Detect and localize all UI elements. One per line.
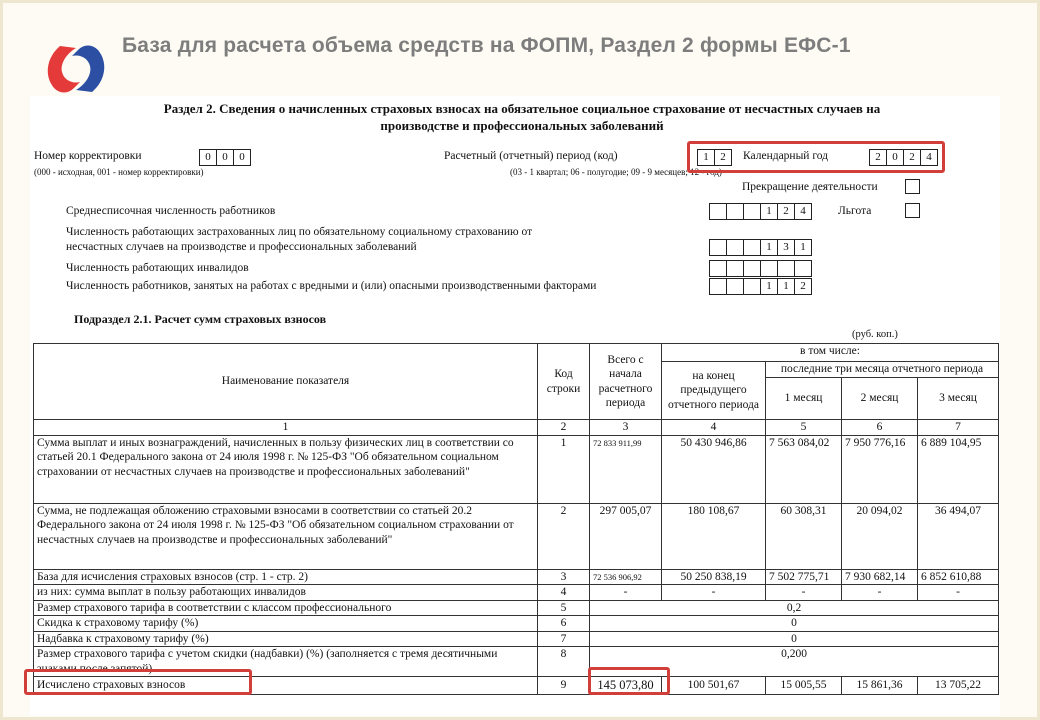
row-m2: 7 930 682,14 [842,569,918,585]
table-row [34,435,999,503]
row-m1: 7 563 084,02 [766,435,842,503]
avg-count-label: Среднесписочная численность работников [66,205,276,217]
row-merged-value: 0,2 [590,600,999,616]
row-code: 4 [538,585,590,601]
digit-box [726,239,744,256]
calculation-table [33,343,999,695]
digit-box: 1 [760,278,778,295]
row-total: 297 005,07 [590,503,662,569]
row-name: Сумма выплат и иных вознаграждений, начисленных в пользу физических лиц в соответствии со статьей 20.1 Федерального закона от 24 июля 1998 г. № 125-ФЗ "Об обязательном социальном страховании от несчастных случаев на производстве и профессиональных заболеваний" [34,435,538,503]
sfr-logo-icon [40,36,112,102]
row-merged-value: 0 [590,631,999,647]
digit-box: 1 [794,239,812,256]
benefit-checkbox [905,203,920,218]
correction-note: (000 - исходная, 001 - номер корректировки) [34,167,204,177]
header-total: Всего с начала расчетного периода [590,344,662,420]
col-num: 3 [590,420,662,436]
termination-label: Прекращение деятельности [742,181,878,193]
row-m2: - [842,585,918,601]
digit-box: 1 [777,278,795,295]
row-prev: 180 108,67 [662,503,766,569]
digit-box: 0 [233,149,251,166]
digit-box [709,278,727,295]
row-m1: - [766,585,842,601]
row-m1: 7 502 775,71 [766,569,842,585]
digit-box: 2 [714,149,732,166]
header-included: в том числе: [662,344,999,362]
col-num: 4 [662,420,766,436]
row-merged-value: 0,200 [590,647,999,677]
table-row [34,631,999,647]
table-row [34,503,999,569]
row-name: Надбавка к страховому тарифу (%) [34,631,538,647]
digit-box [709,203,727,220]
row-prev: 100 501,67 [662,677,766,695]
row-name: Исчислено страховых взносов [34,677,538,695]
period-note: (03 - 1 квартал; 06 - полугодие; 09 - 9 месяцев; 12 - год) [510,167,722,177]
digit-box: 1 [760,203,778,220]
row-m1: 15 005,55 [766,677,842,695]
row-name: Сумма, не подлежащая обложению страховыми взносами в соответствии со статьей 20.2 Федерального закона от 24 июля 1998 г. № 125-ФЗ "Об обязательном социальном страховании от несчастных случаев на производстве и профессиональных заболеваний" [34,503,538,569]
row-code: 2 [538,503,590,569]
row-merged-value: 0 [590,616,999,632]
table-row [34,569,999,585]
row-total: 145 073,80 [590,677,662,695]
row-prev: 50 430 946,86 [662,435,766,503]
slide-title: База для расчета объема средств на ФОПМ, Раздел 2 формы ЕФС-1 [122,34,851,57]
disabled-label: Численность работающих инвалидов [66,262,249,274]
period-highlight [687,141,945,173]
row-name: из них: сумма выплат в пользу работающих инвалидов [34,585,538,601]
row-total: - [590,585,662,601]
digit-box: 2 [794,278,812,295]
digit-box: 0 [199,149,217,166]
row-m2: 20 094,02 [842,503,918,569]
header-code: Код строки [538,344,590,420]
total-value-highlight [588,667,670,695]
col-num: 2 [538,420,590,436]
harmful-label: Численность работников, занятых на работах с вредными и (или) опасными производственными факторами [66,280,597,292]
row-name: База для исчисления страховых взносов (стр. 1 - стр. 2) [34,569,538,585]
col-num: 6 [842,420,918,436]
row-name: Скидка к страховому тарифу (%) [34,616,538,632]
digit-box: 1 [760,239,778,256]
section-title-line-2: производстве и профессиональных заболеваний [380,118,664,133]
digit-box: 4 [794,203,812,220]
digit-box [709,239,727,256]
row-code: 3 [538,569,590,585]
row-m2: 7 950 776,16 [842,435,918,503]
row-prev: 50 250 838,19 [662,569,766,585]
table-row [34,585,999,601]
col-num: 7 [918,420,999,436]
row-m1: 60 308,31 [766,503,842,569]
table-row [34,616,999,632]
insured-label-1: Численность работающих застрахованных лиц по обязательному социальному страхованию от [66,226,533,238]
currency-note: (руб. коп.) [852,329,898,340]
section-title-line-1: Раздел 2. Сведения о начисленных страховых взносах на обязательное социальное страхование от несчастных случаев на [163,101,881,116]
subsection-title: Подраздел 2.1. Расчет сумм страховых взносов [74,312,327,326]
termination-checkbox [905,179,920,194]
row-code: 6 [538,616,590,632]
insured-boxes [710,239,812,256]
digit-box [743,203,761,220]
row-prev: - [662,585,766,601]
header-prev: на конец предыдущего отчетного периода [662,362,766,420]
benefit-label: Льгота [838,205,872,217]
col-num: 5 [766,420,842,436]
header-month-1: 1 месяц [766,378,842,420]
row-m3: 6 889 104,95 [918,435,999,503]
header-month-3: 3 месяц [918,378,999,420]
total-label-highlight [24,669,252,695]
digit-box [726,203,744,220]
digit-box: 0 [886,149,904,166]
header-month-2: 2 месяц [842,378,918,420]
digit-box [794,260,812,277]
avg-count-boxes [710,203,812,220]
header-name: Наименование показателя [34,344,538,420]
section-title [62,100,982,134]
digit-box [743,278,761,295]
harmful-boxes [710,278,812,295]
digit-box [760,260,778,277]
form-document [30,96,1000,716]
row-m3: 6 852 610,88 [918,569,999,585]
digit-box [726,278,744,295]
insured-label-2: несчастных случаев на производстве и профессиональных заболеваний [66,241,417,253]
digit-box: 2 [777,203,795,220]
digit-box: 2 [869,149,887,166]
digit-box [726,260,744,277]
digit-box: 1 [697,149,715,166]
year-label: Календарный год [743,150,829,162]
row-m3: 13 705,22 [918,677,999,695]
row-total: 72 833 911,99 [590,435,662,503]
digit-box: 4 [920,149,938,166]
row-code: 1 [538,435,590,503]
digit-box: 2 [903,149,921,166]
table-row [34,600,999,616]
digit-box [743,260,761,277]
row-name: Размер страхового тарифа в соответствии с классом профессионального [34,600,538,616]
correction-label: Номер корректировки [34,150,142,162]
row-code: 5 [538,600,590,616]
row-name: Размер страхового тарифа с учетом скидки (надбавки) (%) (заполняется с тремя десятичными знаками после запятой) [34,647,538,677]
row-code: 7 [538,631,590,647]
row-code: 8 [538,647,590,677]
correction-boxes [200,149,251,166]
period-label: Расчетный (отчетный) период (код) [444,150,618,162]
row-total: 72 536 906,92 [590,569,662,585]
row-m3: 36 494,07 [918,503,999,569]
digit-box [743,239,761,256]
row-m3: - [918,585,999,601]
row-code: 9 [538,677,590,695]
digit-box: 3 [777,239,795,256]
disabled-boxes [710,260,812,277]
row-m2: 15 861,36 [842,677,918,695]
col-num: 1 [34,420,538,436]
digit-box: 0 [216,149,234,166]
digit-box [777,260,795,277]
digit-box [709,260,727,277]
header-last3: последние три месяца отчетного периода [766,362,999,378]
